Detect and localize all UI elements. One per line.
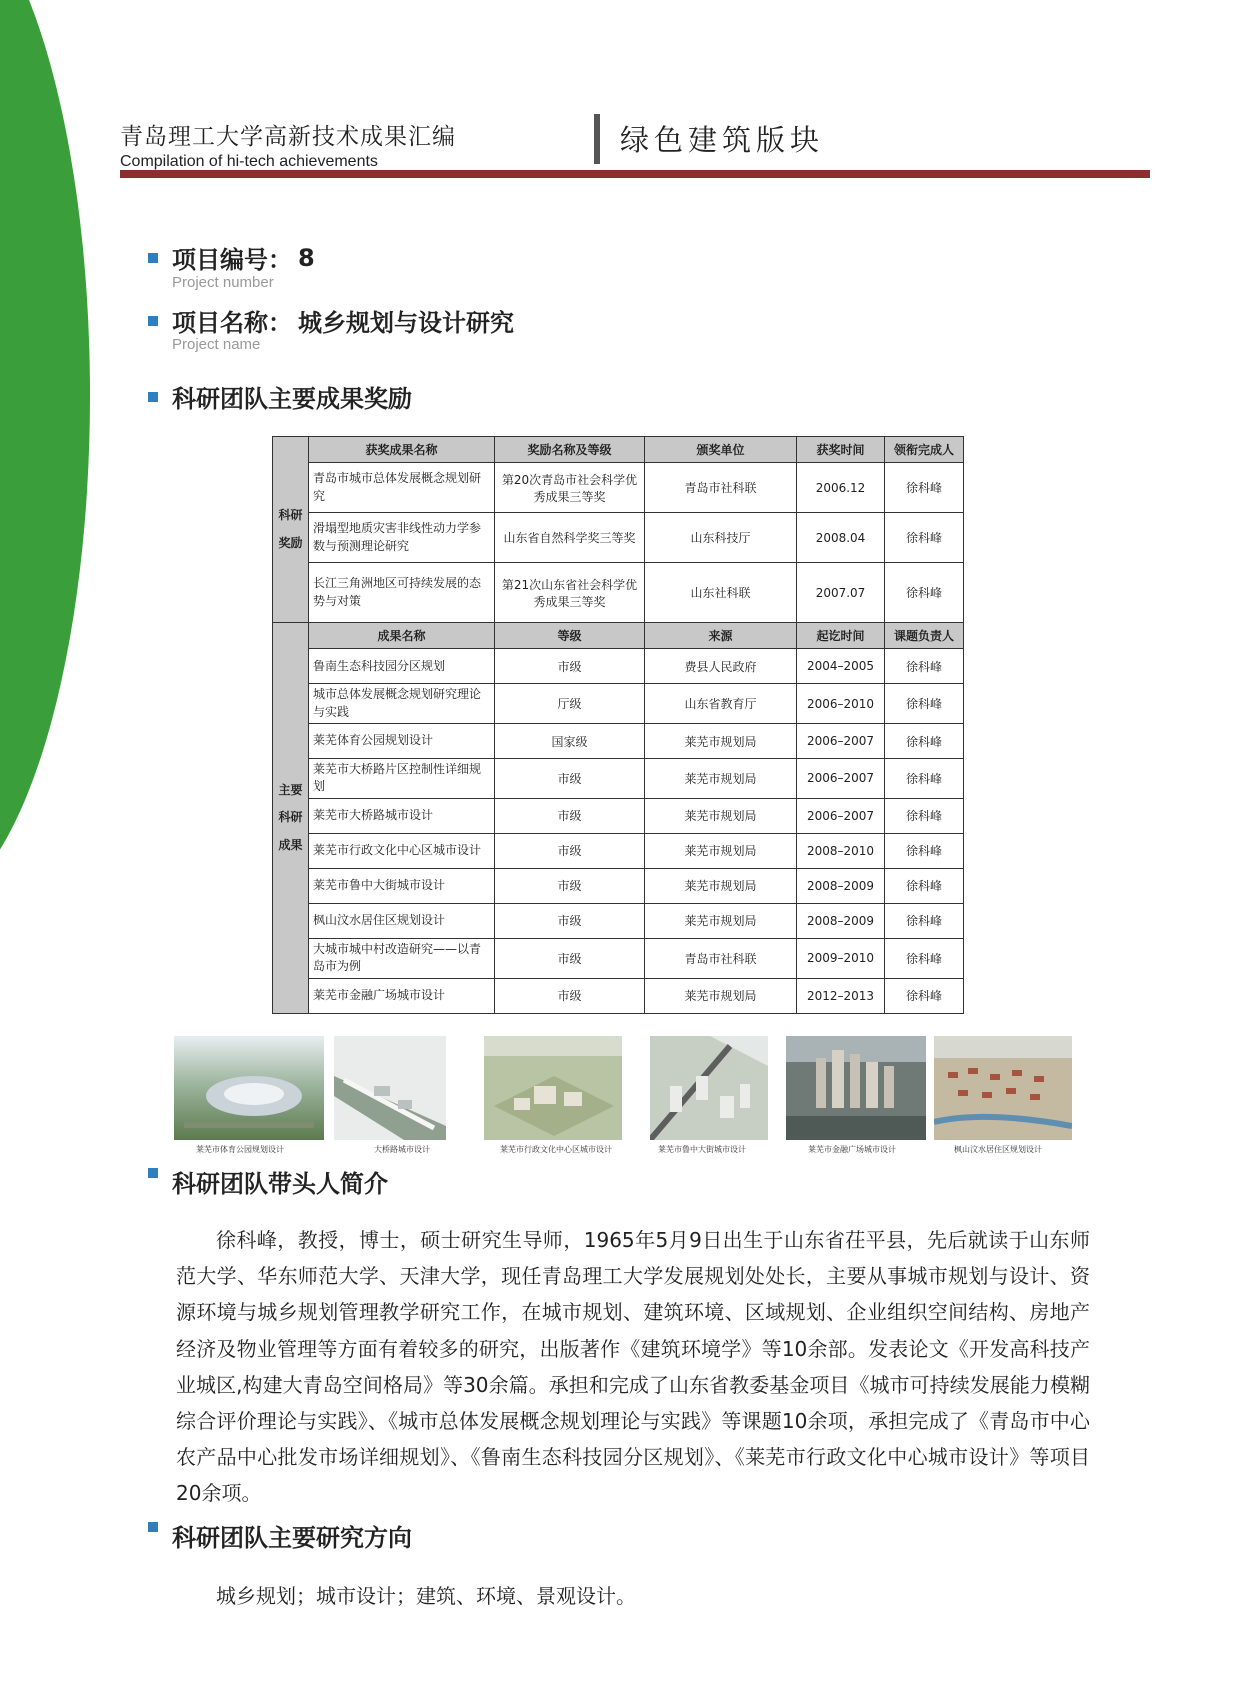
award-title: 第20次青岛市社会科学优秀成果三等奖 [495, 463, 645, 513]
leader-heading [148, 1164, 388, 1199]
award-name: 长江三角洲地区可持续发展的态势与对策 [309, 563, 495, 623]
research-leader: 徐科峰 [885, 978, 964, 1013]
achievements-table [272, 436, 964, 1014]
research-level: 国家级 [495, 724, 645, 759]
table-row [273, 903, 964, 938]
research-period: 2006–2007 [797, 724, 885, 759]
table-row [273, 463, 964, 513]
table-header: 获奖成果名称 [309, 437, 495, 463]
research-period: 2006–2007 [797, 759, 885, 799]
research-name: 城市总体发展概念规划研究理论与实践 [309, 684, 495, 724]
table-row [273, 868, 964, 903]
awards-side-label: 科研奖励 [273, 437, 309, 623]
award-title: 山东省自然科学奖三等奖 [495, 513, 645, 563]
project-rendering-image [934, 1036, 1072, 1140]
award-unit: 青岛市社科联 [645, 463, 797, 513]
table-header: 颁奖单位 [645, 437, 797, 463]
research-level: 市级 [495, 903, 645, 938]
award-leader: 徐科峰 [885, 563, 964, 623]
green-decoration [0, 0, 90, 910]
research-name: 大城市城中村改造研究——以青岛市为例 [309, 939, 495, 979]
research-level: 市级 [495, 939, 645, 979]
research-leader: 徐科峰 [885, 798, 964, 833]
research-source: 莱芜市规划局 [645, 798, 797, 833]
research-header-row [273, 623, 964, 649]
table-row [273, 684, 964, 724]
research-leader: 徐科峰 [885, 649, 964, 684]
table-row [273, 833, 964, 868]
research-level: 市级 [495, 798, 645, 833]
project-number-en: Project number [172, 274, 274, 291]
leader-heading-text: 科研团队带头人简介 [172, 1170, 388, 1198]
project-rendering-image [174, 1036, 324, 1140]
table-row [273, 513, 964, 563]
award-name: 青岛市城市总体发展概念规划研究 [309, 463, 495, 513]
research-leader: 徐科峰 [885, 759, 964, 799]
research-leader: 徐科峰 [885, 684, 964, 724]
project-rendering-image [650, 1036, 768, 1140]
page-header [120, 118, 456, 171]
research-name: 鲁南生态科技园分区规划 [309, 649, 495, 684]
research-source: 莱芜市规划局 [645, 978, 797, 1013]
award-title: 第21次山东省社会科学优秀成果三等奖 [495, 563, 645, 623]
table-header: 成果名称 [309, 623, 495, 649]
research-name: 莱芜体育公园规划设计 [309, 724, 495, 759]
research-level: 市级 [495, 649, 645, 684]
table-row [273, 798, 964, 833]
research-level: 市级 [495, 759, 645, 799]
research-source: 山东省教育厅 [645, 684, 797, 724]
bullet-icon [148, 392, 158, 402]
header-divider [594, 114, 600, 164]
research-name: 莱芜市行政文化中心区城市设计 [309, 833, 495, 868]
directions-heading [148, 1518, 412, 1553]
table-header: 领衔完成人 [885, 437, 964, 463]
table-header: 等级 [495, 623, 645, 649]
photo-caption: 莱芜市金融广场城市设计 [808, 1145, 896, 1154]
project-rendering-image [484, 1036, 622, 1140]
table-row [273, 724, 964, 759]
bullet-icon [148, 1168, 158, 1178]
research-source: 费县人民政府 [645, 649, 797, 684]
project-name-heading [148, 303, 514, 338]
photo-caption: 莱芜市鲁中大街城市设计 [658, 1145, 746, 1154]
research-period: 2004–2005 [797, 649, 885, 684]
research-level: 市级 [495, 833, 645, 868]
section-label: 绿色建筑版块 [620, 123, 825, 157]
research-level: 市级 [495, 978, 645, 1013]
header-rule [120, 170, 1150, 178]
research-period: 2006–2007 [797, 798, 885, 833]
table-row [273, 759, 964, 799]
directions-heading-text: 科研团队主要研究方向 [172, 1524, 412, 1552]
project-rendering-image [334, 1036, 446, 1140]
table-header: 来源 [645, 623, 797, 649]
research-name: 莱芜市大桥路城市设计 [309, 798, 495, 833]
table-row [273, 939, 964, 979]
research-period: 2009–2010 [797, 939, 885, 979]
awards-heading [148, 379, 412, 414]
project-name-label: 项目名称： [172, 309, 292, 337]
bullet-icon [148, 316, 158, 326]
bullet-icon [148, 253, 158, 263]
research-level: 市级 [495, 868, 645, 903]
research-name: 枫山汶水居住区规划设计 [309, 903, 495, 938]
research-leader: 徐科峰 [885, 903, 964, 938]
research-period: 2008–2010 [797, 833, 885, 868]
table-header: 获奖时间 [797, 437, 885, 463]
header-subtitle: Compilation of hi-tech achievements [120, 153, 378, 170]
research-level: 厅级 [495, 684, 645, 724]
award-leader: 徐科峰 [885, 463, 964, 513]
project-photo-strip [174, 1036, 1072, 1156]
research-source: 青岛市社科联 [645, 939, 797, 979]
award-time: 2007.07 [797, 563, 885, 623]
award-unit: 山东科技厅 [645, 513, 797, 563]
research-period: 2006–2010 [797, 684, 885, 724]
research-leader: 徐科峰 [885, 868, 964, 903]
research-source: 莱芜市规划局 [645, 903, 797, 938]
research-source: 莱芜市规划局 [645, 833, 797, 868]
project-rendering-image [786, 1036, 926, 1140]
table-row [273, 649, 964, 684]
table-header: 奖励名称及等级 [495, 437, 645, 463]
research-period: 2012–2013 [797, 978, 885, 1013]
photo-caption: 枫山汶水居住区规划设计 [954, 1145, 1042, 1154]
project-name-value: 城乡规划与设计研究 [298, 309, 514, 337]
research-source: 莱芜市规划局 [645, 868, 797, 903]
research-period: 2008–2009 [797, 868, 885, 903]
research-source: 莱芜市规划局 [645, 724, 797, 759]
photo-caption: 大桥路城市设计 [374, 1145, 430, 1154]
award-unit: 山东社科联 [645, 563, 797, 623]
table-header: 课题负责人 [885, 623, 964, 649]
research-leader: 徐科峰 [885, 724, 964, 759]
award-name: 滑塌型地质灾害非线性动力学参数与预测理论研究 [309, 513, 495, 563]
photo-caption: 莱芜市行政文化中心区城市设计 [500, 1145, 612, 1154]
directions-text: 城乡规划；城市设计；建筑、环境、景观设计。 [216, 1584, 636, 1608]
project-number-heading [148, 240, 315, 275]
award-time: 2008.04 [797, 513, 885, 563]
research-leader: 徐科峰 [885, 833, 964, 868]
table-header: 起讫时间 [797, 623, 885, 649]
research-side-label: 主要科研成果 [273, 623, 309, 1014]
project-name-en: Project name [172, 336, 261, 353]
header-title: 青岛理工大学高新技术成果汇编 [120, 124, 456, 150]
research-leader: 徐科峰 [885, 939, 964, 979]
research-name: 莱芜市大桥路片区控制性详细规划 [309, 759, 495, 799]
table-row [273, 978, 964, 1013]
awards-header-row [273, 437, 964, 463]
photo-caption: 莱芜市体育公园规划设计 [196, 1145, 284, 1154]
award-time: 2006.12 [797, 463, 885, 513]
bullet-icon [148, 1522, 158, 1532]
table-row [273, 563, 964, 623]
award-leader: 徐科峰 [885, 513, 964, 563]
research-name: 莱芜市鲁中大街城市设计 [309, 868, 495, 903]
research-name: 莱芜市金融广场城市设计 [309, 978, 495, 1013]
research-source: 莱芜市规划局 [645, 759, 797, 799]
leader-intro-text: 徐科峰，教授，博士，硕士研究生导师，1965年5月9日出生于山东省茌平县，先后就读于山东师范大学、华东师范大学、天津大学，现任青岛理工大学发展规划处处长，主要从事城市规划与设计、资源环境与城乡规划管理教学研究工作，在城市规划、建筑环境、区域规划、企业组织空间结构、房地产经济及物业管理等方面有着较多的研究，出版著作《建筑环境学》等10余部。发表论文《开发高科技产业城区,构建大青岛空间格局》等30余篇。承担和完成了山东省教委基金项目《城市可持续发展能力模糊综合评价理论与实践》、《城市总体发展概念规划理论与实践》等课题10余项，承担完成了《青岛市中心农产品中心批发市场详细规划》、《鲁南生态科技园分区规划》、《莱芜市行政文化中心城市设计》等项目20余项。 [176, 1228, 1090, 1506]
awards-heading-text: 科研团队主要成果奖励 [172, 385, 412, 413]
project-number-label: 项目编号： [172, 246, 292, 274]
research-period: 2008–2009 [797, 903, 885, 938]
project-number-value: 8 [298, 243, 315, 272]
